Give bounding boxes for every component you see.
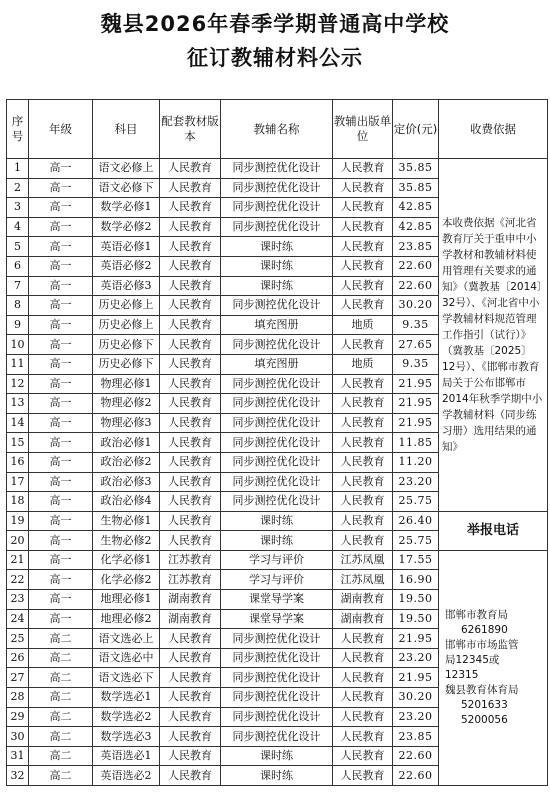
report-line: 5201633 (461, 698, 508, 711)
cell-publisher: 人民教育 (333, 668, 393, 688)
cell-publisher: 江苏凤凰 (333, 550, 393, 570)
table-row (7, 550, 548, 570)
cell-grade: 高二 (29, 668, 93, 688)
cell-grade: 高一 (29, 217, 93, 237)
cell-publisher: 湖南教育 (333, 609, 393, 629)
cell-publisher: 人民教育 (333, 629, 393, 649)
cell-grade: 高一 (29, 178, 93, 198)
cell-name: 同步测控优化设计 (221, 492, 333, 512)
cell-seq: 10 (7, 335, 29, 355)
cell-grade: 高一 (29, 413, 93, 433)
cell-publisher: 人民教育 (333, 413, 393, 433)
cell-name: 课时练 (221, 511, 333, 531)
cell-edition: 人民教育 (160, 492, 221, 512)
cell-edition: 江苏教育 (160, 550, 221, 570)
cell-seq: 30 (7, 727, 29, 747)
page-title: 魏县2026年春季学期普通高中学校 (100, 12, 450, 36)
cell-seq: 14 (7, 413, 29, 433)
cell-price: 21.95 (393, 413, 439, 433)
cell-seq: 15 (7, 433, 29, 453)
cell-subject: 地理必修2 (93, 609, 160, 629)
cell-grade: 高一 (29, 296, 93, 316)
cell-grade: 高一 (29, 452, 93, 472)
cell-name: 同步测控优化设计 (221, 296, 333, 316)
cell-name: 同步测控优化设计 (221, 727, 333, 747)
cell-grade: 高二 (29, 766, 93, 786)
cell-publisher: 地质 (333, 354, 393, 374)
cell-seq: 6 (7, 256, 29, 276)
header-edition: 配套教材版本 (160, 100, 221, 159)
cell-seq: 31 (7, 746, 29, 766)
cell-grade: 高一 (29, 159, 93, 179)
cell-subject: 物理必修2 (93, 394, 160, 414)
cell-publisher: 人民教育 (333, 492, 393, 512)
cell-subject: 政治必修4 (93, 492, 160, 512)
cell-subject: 物理必修1 (93, 374, 160, 394)
cell-seq: 7 (7, 276, 29, 296)
cell-subject: 英语必修2 (93, 256, 160, 276)
cell-price: 35.85 (393, 178, 439, 198)
cell-subject: 语文选必下 (93, 668, 160, 688)
cell-subject: 地理必修1 (93, 590, 160, 610)
table-header-row (7, 100, 548, 159)
cell-price: 21.95 (393, 668, 439, 688)
cell-seq: 5 (7, 237, 29, 257)
cell-publisher: 人民教育 (333, 256, 393, 276)
cell-edition: 人民教育 (160, 374, 221, 394)
cell-price: 23.20 (393, 648, 439, 668)
cell-edition: 人民教育 (160, 746, 221, 766)
report-line: 6261890 (461, 623, 508, 636)
cell-subject: 生物必修2 (93, 531, 160, 551)
cell-seq: 26 (7, 648, 29, 668)
cell-seq: 22 (7, 570, 29, 590)
cell-subject: 英语必修3 (93, 276, 160, 296)
cell-grade: 高一 (29, 590, 93, 610)
cell-name: 同步测控优化设计 (221, 159, 333, 179)
cell-publisher: 人民教育 (333, 374, 393, 394)
cell-seq: 9 (7, 315, 29, 335)
cell-edition: 人民教育 (160, 256, 221, 276)
cell-price: 22.60 (393, 276, 439, 296)
cell-seq: 4 (7, 217, 29, 237)
cell-grade: 高一 (29, 609, 93, 629)
cell-price: 42.85 (393, 217, 439, 237)
cell-price: 23.85 (393, 727, 439, 747)
cell-subject: 数学必修2 (93, 217, 160, 237)
cell-subject: 政治必修3 (93, 472, 160, 492)
cell-publisher: 人民教育 (333, 394, 393, 414)
header-grade: 年级 (29, 100, 93, 159)
cell-name: 同步测控优化设计 (221, 178, 333, 198)
cell-seq: 29 (7, 707, 29, 727)
basis-text: 本收费依据《河北省教育厅关于重申中小学教材和教辅材料使用管理有关要求的通知》（冀教基〔2014〕32号）、《河北省中小学教辅材料规范管理工作指引（试行）》（冀教基〔2025〕12号）、《邯郸市教育局关于公布邯郸市2014年秋季学期中小学教辅材料（同步练习册）选用结果的通知》 (439, 159, 548, 512)
materials-table (6, 99, 548, 786)
cell-name: 学习与评价 (221, 550, 333, 570)
cell-edition: 湖南教育 (160, 609, 221, 629)
cell-seq: 17 (7, 472, 29, 492)
cell-subject: 物理必修3 (93, 413, 160, 433)
cell-publisher: 地质 (333, 315, 393, 335)
table-row (7, 159, 548, 179)
table-row (7, 511, 548, 531)
cell-seq: 32 (7, 766, 29, 786)
cell-price: 9.35 (393, 354, 439, 374)
cell-name: 同步测控优化设计 (221, 394, 333, 414)
cell-subject: 历史必修下 (93, 335, 160, 355)
cell-subject: 英语选必1 (93, 746, 160, 766)
cell-name: 同步测控优化设计 (221, 413, 333, 433)
cell-grade: 高一 (29, 374, 93, 394)
cell-subject: 历史必修上 (93, 315, 160, 335)
table-body (7, 159, 548, 786)
cell-publisher: 人民教育 (333, 727, 393, 747)
cell-name: 同步测控优化设计 (221, 335, 333, 355)
cell-name: 同步测控优化设计 (221, 629, 333, 649)
cell-price: 42.85 (393, 198, 439, 218)
cell-publisher: 人民教育 (333, 511, 393, 531)
cell-edition: 人民教育 (160, 727, 221, 747)
cell-price: 17.55 (393, 550, 439, 570)
cell-grade: 高一 (29, 511, 93, 531)
cell-edition: 人民教育 (160, 629, 221, 649)
cell-subject: 历史必修上 (93, 296, 160, 316)
cell-seq: 27 (7, 668, 29, 688)
cell-seq: 3 (7, 198, 29, 218)
cell-publisher: 人民教育 (333, 707, 393, 727)
cell-publisher: 人民教育 (333, 688, 393, 708)
cell-grade: 高一 (29, 237, 93, 257)
cell-seq: 8 (7, 296, 29, 316)
cell-price: 16.90 (393, 570, 439, 590)
cell-grade: 高二 (29, 727, 93, 747)
cell-subject: 数学必修1 (93, 198, 160, 218)
cell-price: 30.20 (393, 296, 439, 316)
report-line: 12315 (445, 668, 479, 681)
cell-edition: 人民教育 (160, 413, 221, 433)
cell-price: 25.75 (393, 531, 439, 551)
cell-grade: 高一 (29, 335, 93, 355)
cell-publisher: 人民教育 (333, 746, 393, 766)
cell-price: 22.60 (393, 746, 439, 766)
cell-subject: 语文必修下 (93, 178, 160, 198)
cell-name: 课时练 (221, 256, 333, 276)
cell-name: 课时练 (221, 531, 333, 551)
cell-subject: 政治必修1 (93, 433, 160, 453)
cell-name: 同步测控优化设计 (221, 648, 333, 668)
cell-edition: 人民教育 (160, 217, 221, 237)
cell-publisher: 湖南教育 (333, 590, 393, 610)
cell-publisher: 人民教育 (333, 178, 393, 198)
cell-name: 课时练 (221, 746, 333, 766)
cell-seq: 1 (7, 159, 29, 179)
cell-subject: 英语必修1 (93, 237, 160, 257)
cell-price: 19.50 (393, 609, 439, 629)
cell-name: 同步测控优化设计 (221, 374, 333, 394)
cell-publisher: 人民教育 (333, 531, 393, 551)
cell-price: 21.95 (393, 629, 439, 649)
cell-grade: 高一 (29, 256, 93, 276)
cell-grade: 高二 (29, 629, 93, 649)
cell-subject: 数学选必1 (93, 688, 160, 708)
cell-grade: 高一 (29, 570, 93, 590)
cell-grade: 高一 (29, 550, 93, 570)
cell-edition: 人民教育 (160, 511, 221, 531)
cell-seq: 18 (7, 492, 29, 512)
cell-grade: 高一 (29, 531, 93, 551)
cell-price: 26.40 (393, 511, 439, 531)
cell-edition: 人民教育 (160, 296, 221, 316)
cell-publisher: 人民教育 (333, 198, 393, 218)
cell-subject: 语文选必中 (93, 648, 160, 668)
cell-publisher: 人民教育 (333, 472, 393, 492)
cell-price: 19.50 (393, 590, 439, 610)
cell-price: 35.85 (393, 159, 439, 179)
cell-name: 同步测控优化设计 (221, 688, 333, 708)
cell-grade: 高一 (29, 315, 93, 335)
cell-name: 课堂导学案 (221, 590, 333, 610)
cell-publisher: 人民教育 (333, 159, 393, 179)
cell-price: 25.75 (393, 492, 439, 512)
cell-edition: 人民教育 (160, 276, 221, 296)
cell-edition: 人民教育 (160, 433, 221, 453)
report-line: 局12345或 (445, 653, 500, 666)
cell-edition: 人民教育 (160, 159, 221, 179)
cell-subject: 化学必修2 (93, 570, 160, 590)
cell-grade: 高二 (29, 746, 93, 766)
cell-edition: 人民教育 (160, 335, 221, 355)
cell-seq: 12 (7, 374, 29, 394)
cell-grade: 高二 (29, 688, 93, 708)
report-line: 5200056 (461, 713, 508, 726)
cell-edition: 人民教育 (160, 688, 221, 708)
header-seq: 序号 (7, 100, 29, 159)
cell-name: 课时练 (221, 276, 333, 296)
cell-seq: 21 (7, 550, 29, 570)
cell-publisher: 江苏凤凰 (333, 570, 393, 590)
report-heading: 举报电话 (439, 511, 548, 550)
cell-seq: 28 (7, 688, 29, 708)
cell-subject: 数学选必2 (93, 707, 160, 727)
cell-edition: 人民教育 (160, 237, 221, 257)
cell-name: 同步测控优化设计 (221, 433, 333, 453)
cell-seq: 23 (7, 590, 29, 610)
cell-subject: 语文必修上 (93, 159, 160, 179)
report-line: 魏县教育体育局 (445, 683, 519, 696)
cell-grade: 高一 (29, 198, 93, 218)
cell-edition: 人民教育 (160, 707, 221, 727)
cell-grade: 高一 (29, 492, 93, 512)
page-subtitle: 征订教辅材料公示 (187, 46, 363, 70)
cell-subject: 英语选必2 (93, 766, 160, 786)
report-line: 邯郸市市场监管 (445, 638, 519, 651)
cell-price: 22.60 (393, 256, 439, 276)
header-basis: 收费依据 (439, 100, 548, 159)
cell-grade: 高一 (29, 433, 93, 453)
cell-publisher: 人民教育 (333, 335, 393, 355)
cell-publisher: 人民教育 (333, 648, 393, 668)
cell-subject: 政治必修2 (93, 452, 160, 472)
cell-publisher: 人民教育 (333, 237, 393, 257)
cell-edition: 人民教育 (160, 766, 221, 786)
cell-subject: 生物必修1 (93, 511, 160, 531)
cell-subject: 语文选必上 (93, 629, 160, 649)
cell-price: 11.85 (393, 433, 439, 453)
cell-grade: 高一 (29, 472, 93, 492)
cell-edition: 人民教育 (160, 648, 221, 668)
cell-edition: 人民教育 (160, 354, 221, 374)
cell-edition: 人民教育 (160, 452, 221, 472)
cell-seq: 24 (7, 609, 29, 629)
cell-edition: 人民教育 (160, 198, 221, 218)
report-line: 邯郸市教育局 (445, 608, 508, 621)
cell-grade: 高一 (29, 394, 93, 414)
cell-publisher: 人民教育 (333, 433, 393, 453)
header-subject: 科目 (93, 100, 160, 159)
cell-price: 23.20 (393, 472, 439, 492)
cell-publisher: 人民教育 (333, 276, 393, 296)
cell-grade: 高一 (29, 354, 93, 374)
cell-price: 11.20 (393, 452, 439, 472)
cell-price: 9.35 (393, 315, 439, 335)
report-contacts (439, 550, 548, 785)
cell-seq: 25 (7, 629, 29, 649)
cell-grade: 高一 (29, 276, 93, 296)
cell-name: 同步测控优化设计 (221, 452, 333, 472)
cell-price: 27.65 (393, 335, 439, 355)
cell-seq: 2 (7, 178, 29, 198)
cell-name: 同步测控优化设计 (221, 198, 333, 218)
cell-name: 课时练 (221, 766, 333, 786)
cell-edition: 江苏教育 (160, 570, 221, 590)
cell-name: 同步测控优化设计 (221, 217, 333, 237)
cell-price: 22.60 (393, 766, 439, 786)
cell-name: 学习与评价 (221, 570, 333, 590)
cell-seq: 13 (7, 394, 29, 414)
cell-price: 23.20 (393, 707, 439, 727)
cell-name: 课堂导学案 (221, 609, 333, 629)
header-price: 定价(元) (393, 100, 439, 159)
cell-edition: 人民教育 (160, 531, 221, 551)
cell-seq: 19 (7, 511, 29, 531)
cell-name: 填充图册 (221, 315, 333, 335)
cell-edition: 人民教育 (160, 315, 221, 335)
cell-name: 同步测控优化设计 (221, 707, 333, 727)
cell-seq: 20 (7, 531, 29, 551)
header-name: 教辅名称 (221, 100, 333, 159)
cell-subject: 数学选必3 (93, 727, 160, 747)
cell-edition: 人民教育 (160, 668, 221, 688)
cell-publisher: 人民教育 (333, 766, 393, 786)
cell-price: 21.95 (393, 374, 439, 394)
cell-name: 课时练 (221, 237, 333, 257)
cell-grade: 高二 (29, 648, 93, 668)
cell-name: 同步测控优化设计 (221, 668, 333, 688)
cell-publisher: 人民教育 (333, 452, 393, 472)
cell-edition: 湖南教育 (160, 590, 221, 610)
cell-edition: 人民教育 (160, 394, 221, 414)
cell-subject: 化学必修1 (93, 550, 160, 570)
header-publisher: 教辅出版单位 (333, 100, 393, 159)
cell-edition: 人民教育 (160, 178, 221, 198)
cell-grade: 高二 (29, 707, 93, 727)
cell-edition: 人民教育 (160, 472, 221, 492)
cell-seq: 16 (7, 452, 29, 472)
cell-name: 同步测控优化设计 (221, 472, 333, 492)
cell-subject: 历史必修下 (93, 354, 160, 374)
cell-name: 填充图册 (221, 354, 333, 374)
cell-publisher: 人民教育 (333, 296, 393, 316)
cell-price: 23.85 (393, 237, 439, 257)
cell-seq: 11 (7, 354, 29, 374)
cell-price: 30.20 (393, 688, 439, 708)
cell-publisher: 人民教育 (333, 217, 393, 237)
cell-price: 21.95 (393, 394, 439, 414)
